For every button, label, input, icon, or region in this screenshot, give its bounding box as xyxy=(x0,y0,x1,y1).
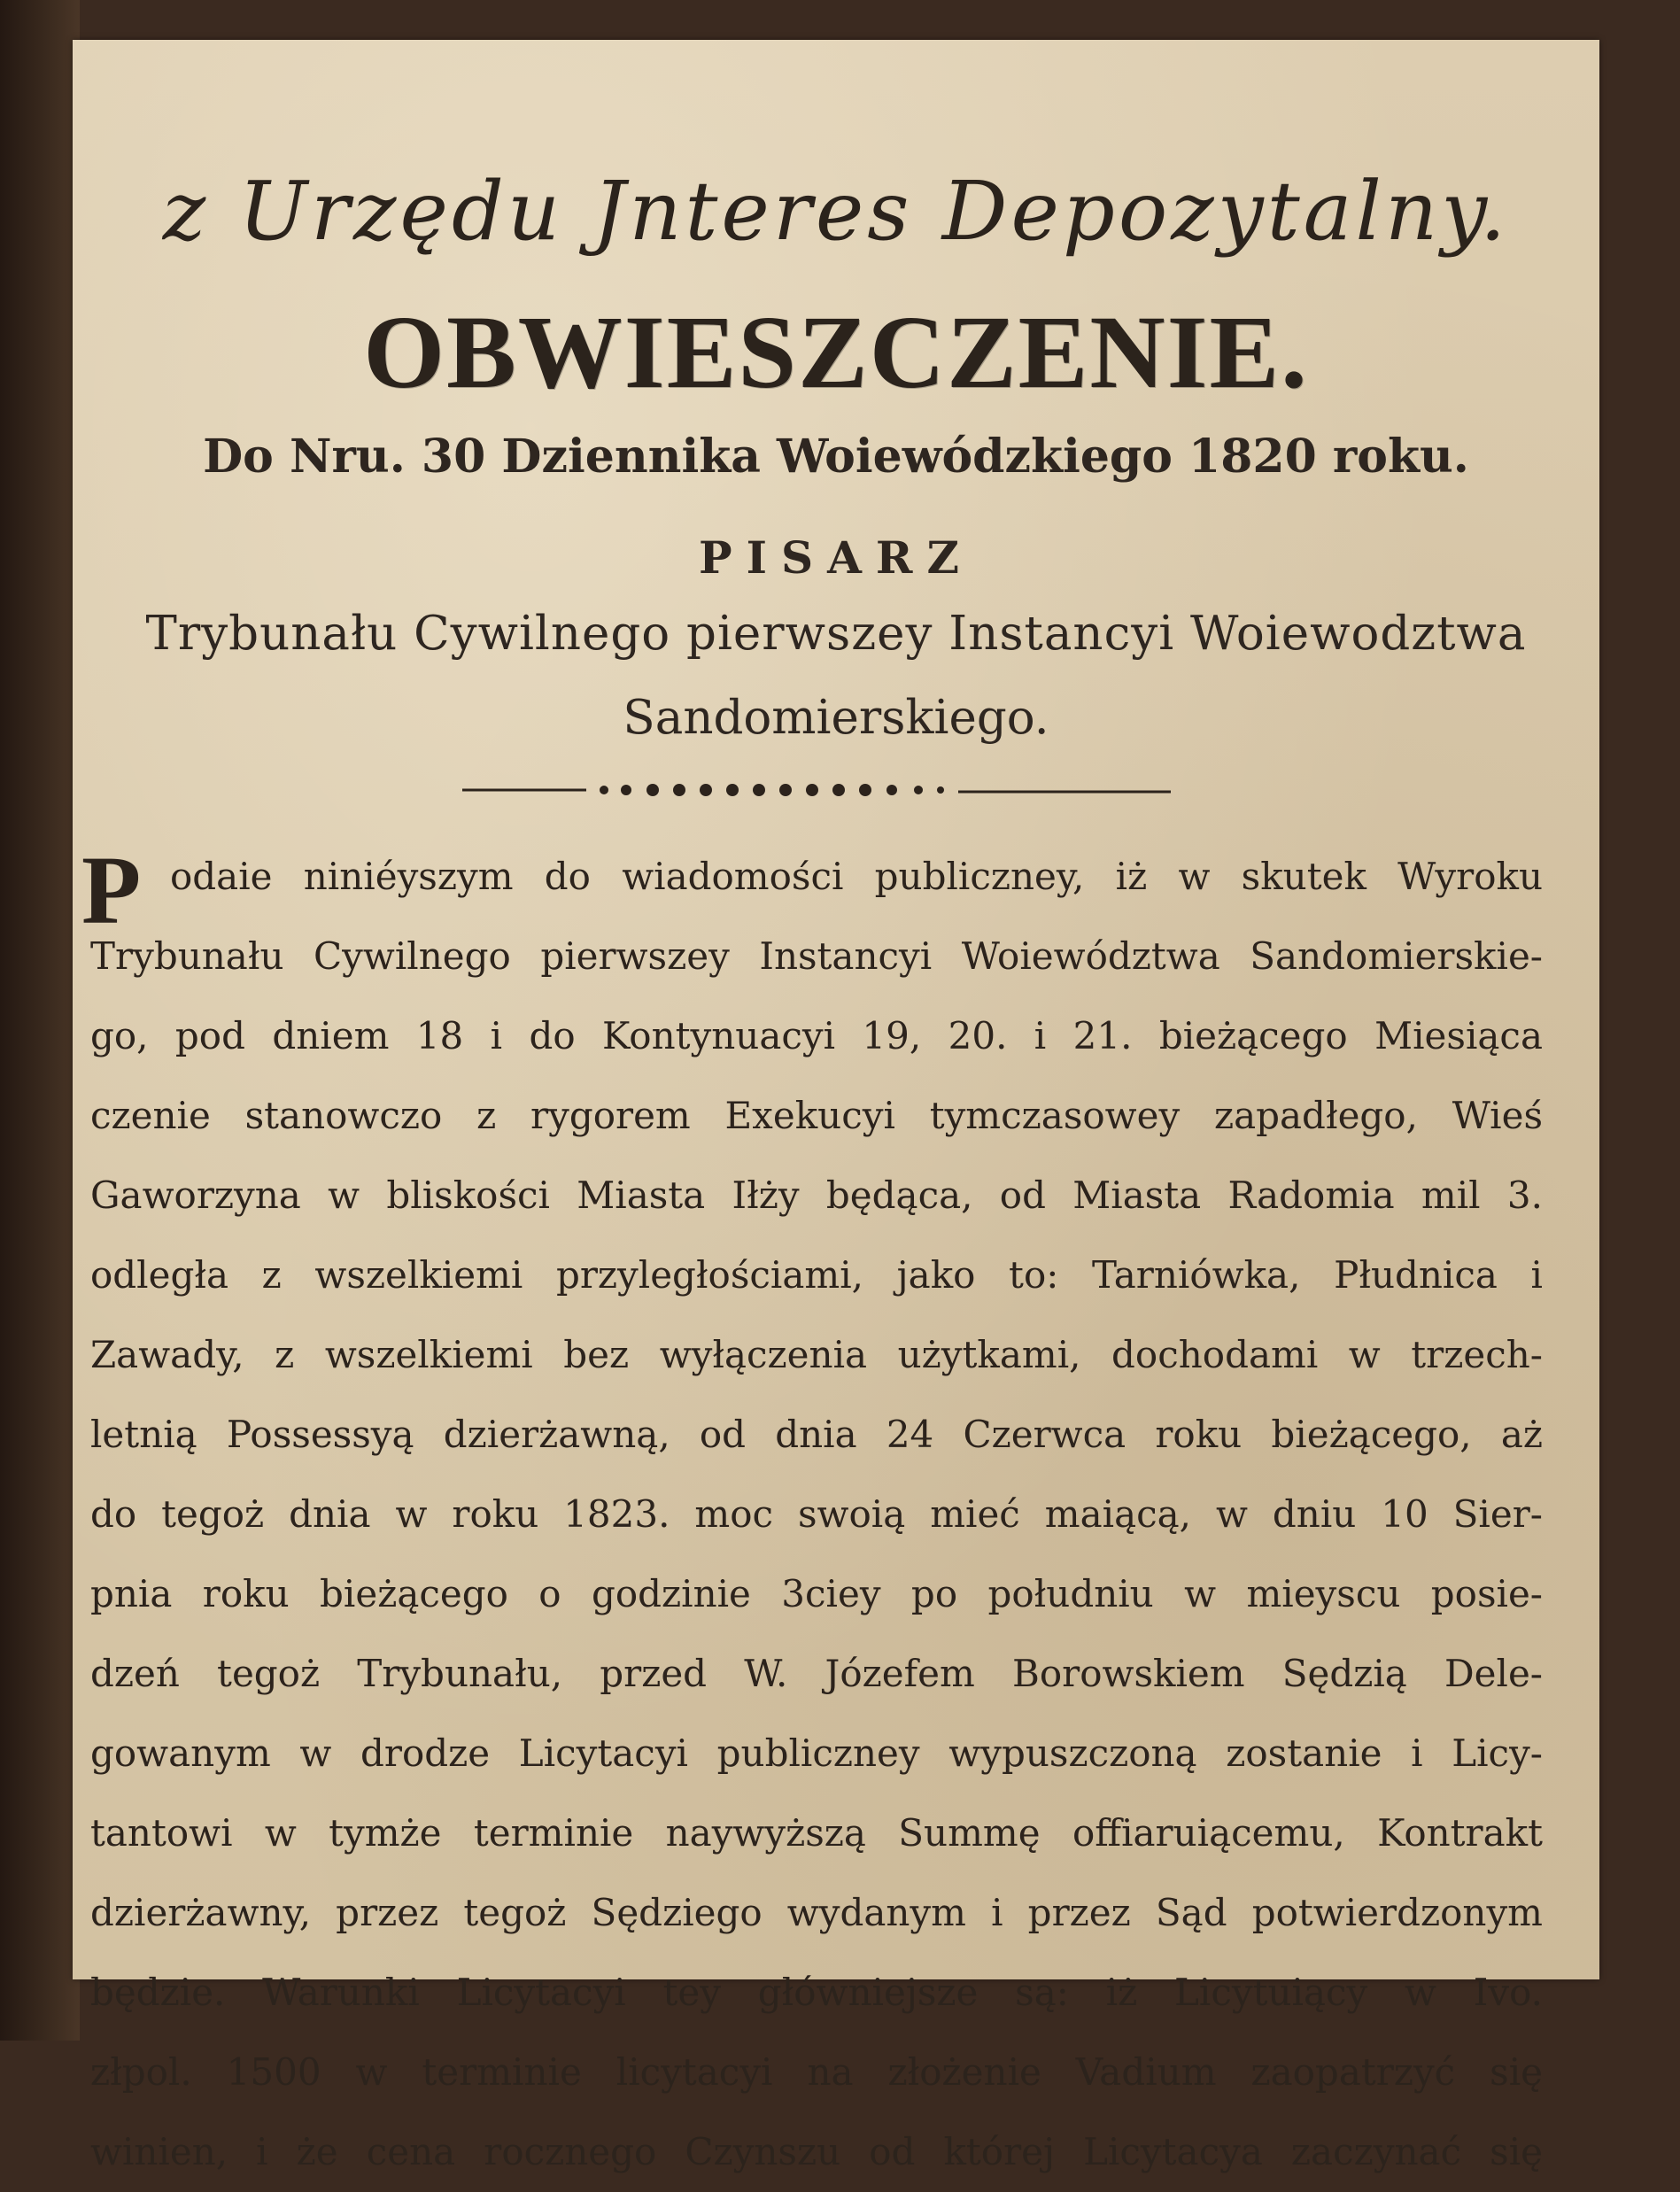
office-heading: z Urzędu Jnteres Depozytalny. xyxy=(162,164,1510,259)
scan-background xyxy=(0,0,80,2041)
body-line: czenie stanowczo z rygorem Exekucyi tymczasowey zapadłego, Wieś xyxy=(90,1094,1543,1137)
body-line: dzeń tegoż Trybunału, przed W. Józefem Borowskiem Sędzią Dele- xyxy=(90,1652,1543,1695)
body-line: dzierżawny, przez tegoż Sędziego wydanym i przez Sąd potwierdzonym xyxy=(90,1891,1543,1934)
body-line: pnia roku bieżącego o godzinie 3ciey po południu w mieyscu posie- xyxy=(90,1572,1543,1615)
body-text xyxy=(73,837,1543,2192)
body-line: złpol. 1500 w terminie licytacyi na złożenie Vadium zaopatrzyć się xyxy=(90,2050,1543,2094)
body-line: Trybunału Cywilnego pierwszey Instancyi Woiewództwa Sandomierskie- xyxy=(90,934,1543,978)
body-line: będzie. Warunki Licytacyi tey główniejsze są: iż Licytuiący w Ivo. xyxy=(90,1971,1543,2014)
body-line: letnią Possessyą dzierżawną, od dnia 24 Czerwca roku bieżącego, aż xyxy=(90,1413,1543,1456)
drop-cap: P xyxy=(81,836,142,944)
body-line: Zawady, z wszelkiemi bez wyłączenia użytkami, dochodami w trzech- xyxy=(90,1333,1543,1376)
body-line: tantowi w tymże terminie naywyższą Summę offiaruiącemu, Kontrakt xyxy=(90,1811,1543,1855)
body-line: odaie niniéyszym do wiadomości publiczney, iż w skutek Wyroku xyxy=(170,855,1543,898)
body-line: go, pod dniem 18 i do Kontynuacyi 19, 20. i 21. bieżącego Miesiąca xyxy=(90,1014,1543,1057)
court-name-line-2: Sandomierskiego. xyxy=(623,691,1049,745)
reference-line: Do Nru. 30 Dziennika Woiewódzkiego 1820 roku. xyxy=(203,430,1469,484)
body-line: gowanym w drodze Licytacyi publiczney wypuszczoną zostanie i Licy- xyxy=(90,1731,1543,1775)
body-line: winien, i że cena rocznego Czynszu od której Licytacya zaczynać się xyxy=(90,2130,1543,2173)
ornamental-divider xyxy=(462,777,1171,803)
office-title: PISARZ xyxy=(699,531,973,584)
court-name-line-1: Trybunału Cywilnego pierwszey Instancyi Woiewodztwa xyxy=(145,607,1527,661)
document-page xyxy=(73,40,1599,2173)
page-title: OBWIESZCZENIE. xyxy=(363,294,1309,410)
body-line: Gaworzyna w bliskości Miasta Iłży będąca, od Miasta Radomia mil 3. xyxy=(90,1173,1543,1217)
body-line: do tegoż dnia w roku 1823. moc swoią mieć maiącą, w dniu 10 Sier- xyxy=(90,1492,1543,1536)
body-line: odległa z wszelkiemi przyległościami, jako to: Tarniówka, Płudnica i xyxy=(90,1253,1543,1297)
